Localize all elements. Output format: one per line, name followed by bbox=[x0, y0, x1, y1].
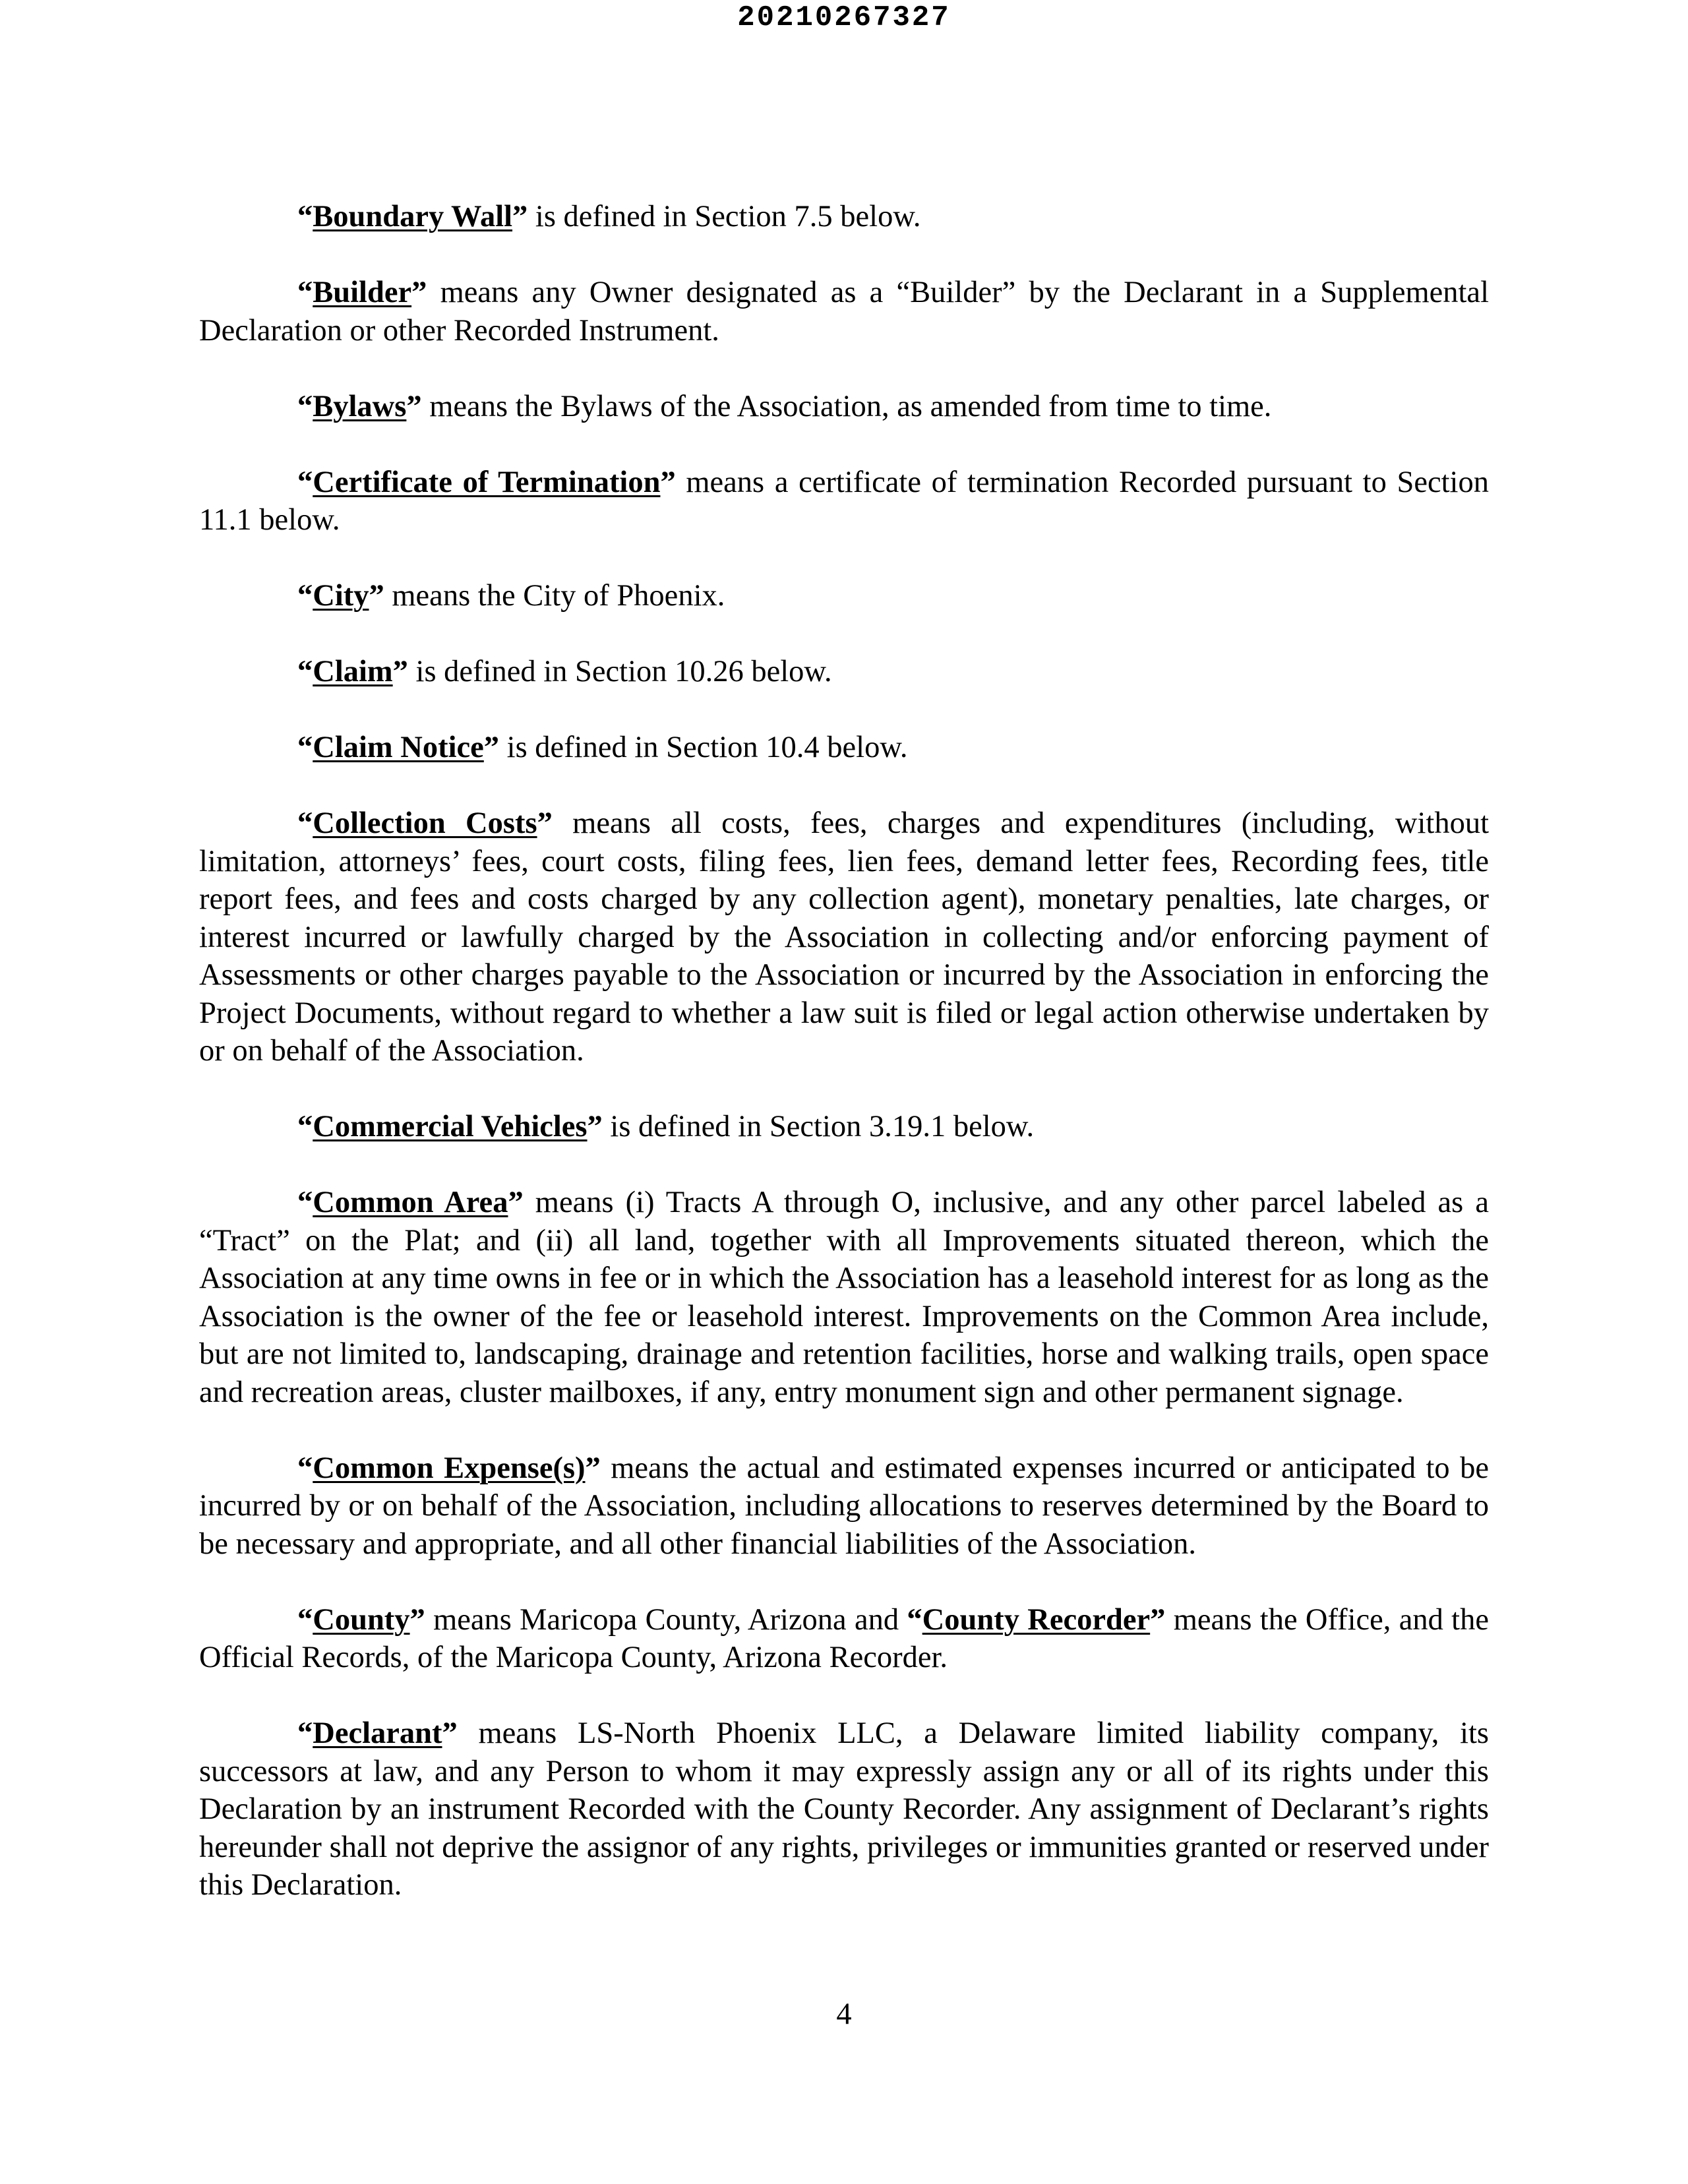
defined-term: “Certificate of Termination” bbox=[297, 465, 676, 499]
definition-text: means a certificate of termination Recorded pursuant to Section 11.1 below. bbox=[199, 465, 1489, 537]
definitions-body bbox=[199, 198, 1489, 1942]
definition-certificate-of-termination bbox=[199, 464, 1489, 539]
definition-text: is defined in Section 10.26 below. bbox=[407, 655, 832, 688]
definition-common-area bbox=[199, 1184, 1489, 1411]
defined-term: “Declarant” bbox=[297, 1716, 458, 1750]
definition-text: means LS-North Phoenix LLC, a Delaware limited liability company, its successors at law, and any Person to whom it may expressly assign any or all of its rights under this Declaration by an instrument Recorded with the County Recorder. Any assignment of Declarant’s rights hereunder shall not deprive the assignor of any rights, privileges or immunities granted or reserved under this Declaration. bbox=[199, 1716, 1489, 1902]
definition-builder bbox=[199, 274, 1489, 349]
definition-county bbox=[199, 1601, 1489, 1677]
defined-term: “County Recorder” bbox=[907, 1602, 1166, 1637]
defined-term: “Commercial Vehicles” bbox=[297, 1110, 603, 1143]
definition-text: means the Office, and the Official Records, of the Maricopa County, Arizona Recorder. bbox=[199, 1602, 1489, 1674]
defined-term: “Builder” bbox=[297, 276, 427, 309]
page-number: 4 bbox=[836, 1997, 852, 2031]
definition-text: means the Bylaws of the Association, as amended from time to time. bbox=[421, 389, 1272, 423]
definition-commercial-vehicles bbox=[199, 1108, 1489, 1146]
definition-common-expenses bbox=[199, 1449, 1489, 1563]
definition-collection-costs bbox=[199, 804, 1489, 1070]
definition-claim bbox=[199, 653, 1489, 691]
defined-term: “Common Area” bbox=[297, 1186, 524, 1219]
definition-text: means (i) Tracts A through O, inclusive, and any other parcel labeled as a “Tract” on the Plat; and (ii) all land, together with all Improvements situated thereon, which the Association at any time owns in fee or in which the Association has a leasehold interest for as long as the Association is the owner of the fee or leasehold interest. Improvements on the Common Area include, but are not limited to, landscaping, drainage and retention facilities, horse and walking trails, open space and recreation areas, cluster mailboxes, if any, entry monument sign and other permanent signage. bbox=[199, 1186, 1489, 1409]
document-number: 20210267327 bbox=[737, 1, 951, 34]
definition-claim-notice bbox=[199, 729, 1489, 767]
defined-term: “County” bbox=[297, 1602, 425, 1637]
defined-term: “Bylaws” bbox=[297, 389, 422, 423]
definition-text: is defined in Section 7.5 below. bbox=[528, 200, 921, 233]
definition-text: means the City of Phoenix. bbox=[384, 579, 725, 613]
definition-bylaws bbox=[199, 388, 1489, 426]
defined-term: “Claim Notice” bbox=[297, 731, 500, 764]
definition-text: means Maricopa County, Arizona and bbox=[425, 1602, 907, 1637]
defined-term: “City” bbox=[297, 579, 384, 613]
definition-city bbox=[199, 577, 1489, 615]
definition-text: means any Owner designated as a “Builder” by the Declarant in a Supplemental Declaration or other Recorded Instrument. bbox=[199, 276, 1489, 348]
definition-text: is defined in Section 3.19.1 below. bbox=[602, 1110, 1035, 1143]
defined-term: “Common Expense(s)” bbox=[297, 1451, 601, 1485]
defined-term: “Collection Costs” bbox=[297, 806, 553, 840]
definition-text: means all costs, fees, charges and expenditures (including, without limitation, attorneys’ fees, court costs, filing fees, lien fees, demand letter fees, Recording fees, title report fees, and fees and costs charged by any collection agent), monetary penalties, late charges, or interest incurred or lawfully charged by the Association in collecting and/or enforcing payment of Assessments or other charges payable to the Association or incurred by the Association in enforcing the Project Documents, without regard to whether a law suit is filed or legal action otherwise undertaken by or on behalf of the Association. bbox=[199, 806, 1489, 1068]
definition-declarant bbox=[199, 1714, 1489, 1904]
defined-term: “Claim” bbox=[297, 655, 408, 688]
definition-text: means the actual and estimated expenses incurred or anticipated to be incurred by or on behalf of the Association, including allocations to reserves determined by the Board to be necessary and appropriate, and all other financial liabilities of the Association. bbox=[199, 1451, 1489, 1561]
definition-text: is defined in Section 10.4 below. bbox=[499, 731, 908, 764]
definition-boundary-wall bbox=[199, 198, 1489, 236]
defined-term: “Boundary Wall” bbox=[297, 200, 528, 233]
